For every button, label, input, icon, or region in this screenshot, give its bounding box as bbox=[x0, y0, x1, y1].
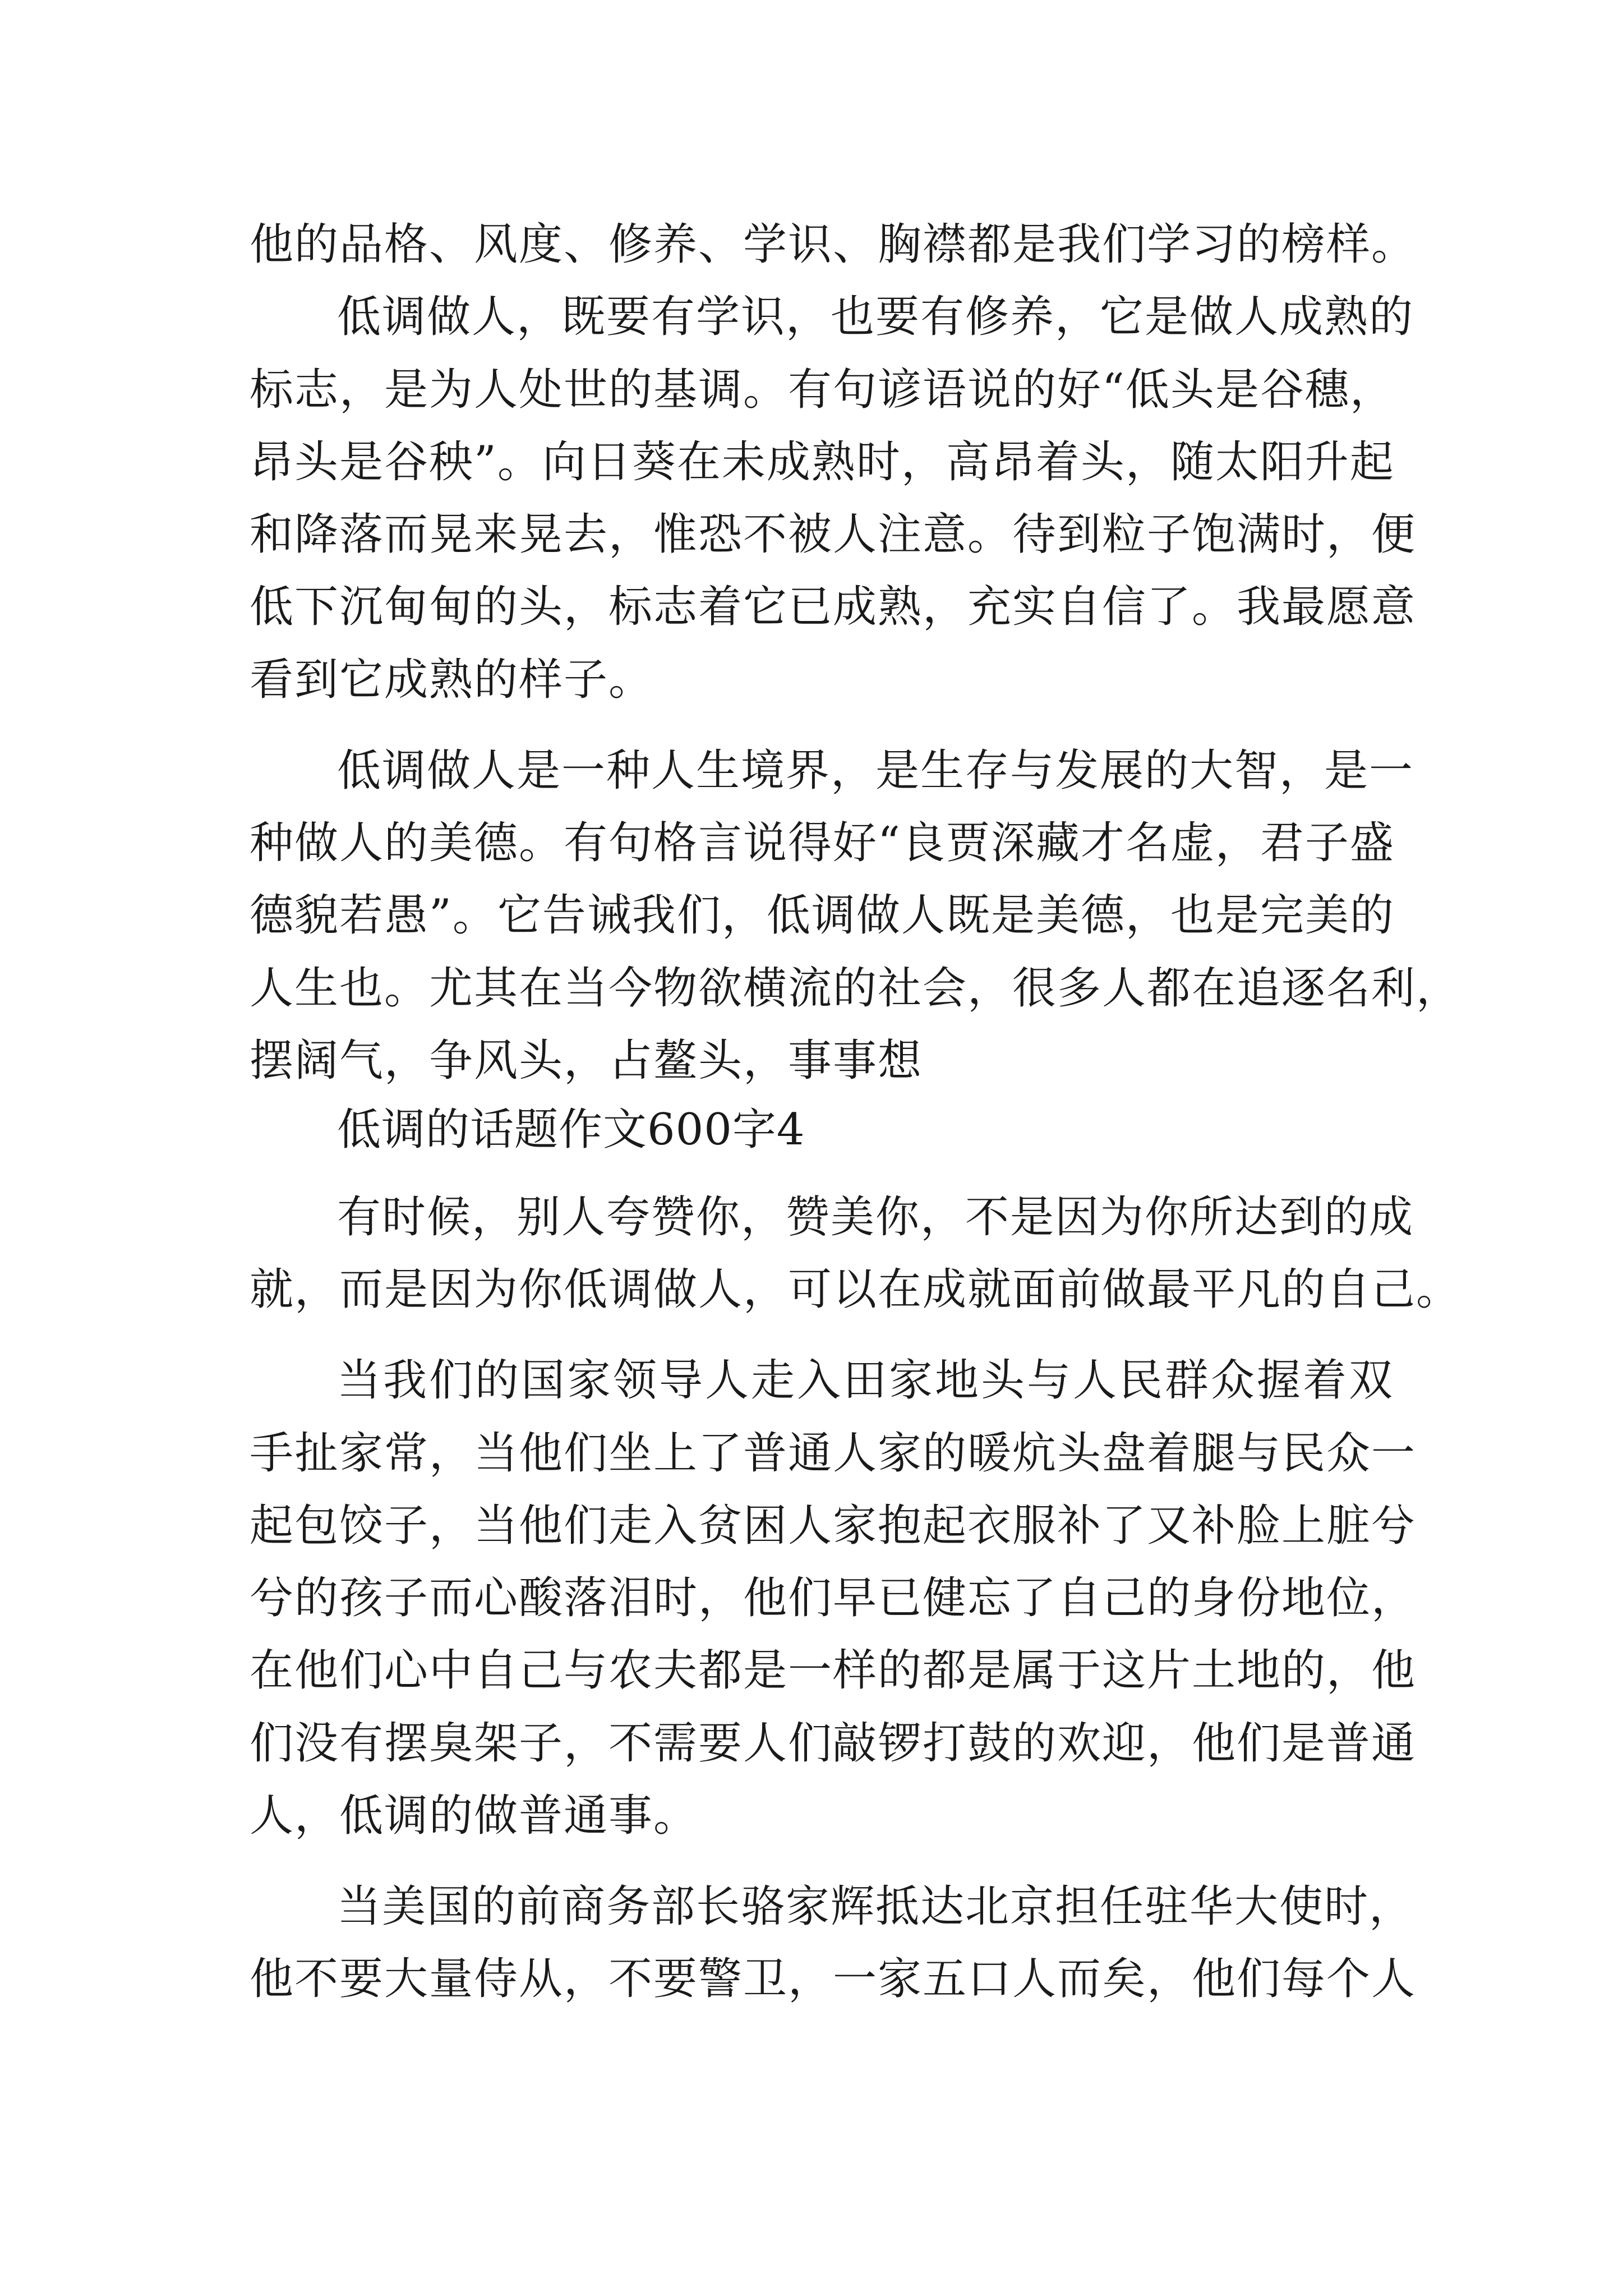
text-line: 和降落而晃来晃去，惟恐不被人注意。待到粒子饱满时，便 bbox=[250, 509, 1417, 560]
text-line: 人生也。尤其在当今物欲横流的社会，很多人都在追逐名利， bbox=[250, 963, 1461, 1014]
text-line: 有时候，别人夸赞你，赞美你，不是因为你所达到的成 bbox=[337, 1192, 1414, 1243]
text-line: 在他们心中自己与农夫都是一样的都是属于这片土地的，他 bbox=[250, 1645, 1417, 1696]
text-line: 标志，是为人处世的基调。有句谚语说的好“低头是谷穗， bbox=[250, 365, 1395, 415]
text-line: 他不要大量侍从，不要警卫，一家五口人而矣，他们每个人 bbox=[250, 1954, 1417, 2004]
text-line: 当我们的国家领导人走入田家地头与人民群众握着双 bbox=[337, 1355, 1394, 1406]
text-line: 摆阔气，争风头，占鳌头，事事想 bbox=[250, 1036, 923, 1086]
text-line: 他的品格、风度、修养、学识、胸襟都是我们学习的榜样。 bbox=[250, 219, 1417, 270]
text-line: 昂头是谷秧”。向日葵在未成熟时，高昂着头，随太阳升起 bbox=[250, 437, 1395, 487]
text-line: 就，而是因为你低调做人，可以在成就面前做最平凡的自己。 bbox=[250, 1264, 1461, 1315]
text-line: 手扯家常，当他们坐上了普通人家的暖炕头盘着腿与民众一 bbox=[250, 1428, 1417, 1479]
text-line: 兮的孩子而心酸落泪时，他们早已健忘了自己的身份地位， bbox=[250, 1573, 1417, 1623]
text-line: 人，低调的做普通事。 bbox=[250, 1791, 699, 1841]
text-line: 低下沉甸甸的头，标志着它已成熟，充实自信了。我最愿意 bbox=[250, 582, 1417, 632]
text-line: 低调做人是一种人生境界，是生存与发展的大智，是一 bbox=[337, 746, 1414, 796]
text-line: 们没有摆臭架子，不需要人们敲锣打鼓的欢迎，他们是普通 bbox=[250, 1718, 1417, 1769]
text-line: 起包饺子，当他们走入贫困人家抱起衣服补了又补脸上脏兮 bbox=[250, 1501, 1417, 1551]
section-heading: 低调的话题作文600字4 bbox=[337, 1105, 805, 1155]
text-line: 当美国的前商务部长骆家辉抵达北京担任驻华大使时， bbox=[337, 1881, 1414, 1932]
text-line: 德貌若愚”。它告诫我们，低调做人既是美德，也是完美的 bbox=[250, 890, 1395, 941]
text-line: 看到它成熟的样子。 bbox=[250, 655, 654, 705]
text-line: 低调做人，既要有学识，也要有修养，它是做人成熟的 bbox=[337, 292, 1414, 342]
text-line: 种做人的美德。有句格言说得好“良贾深藏才名虚，君子盛 bbox=[250, 818, 1395, 868]
